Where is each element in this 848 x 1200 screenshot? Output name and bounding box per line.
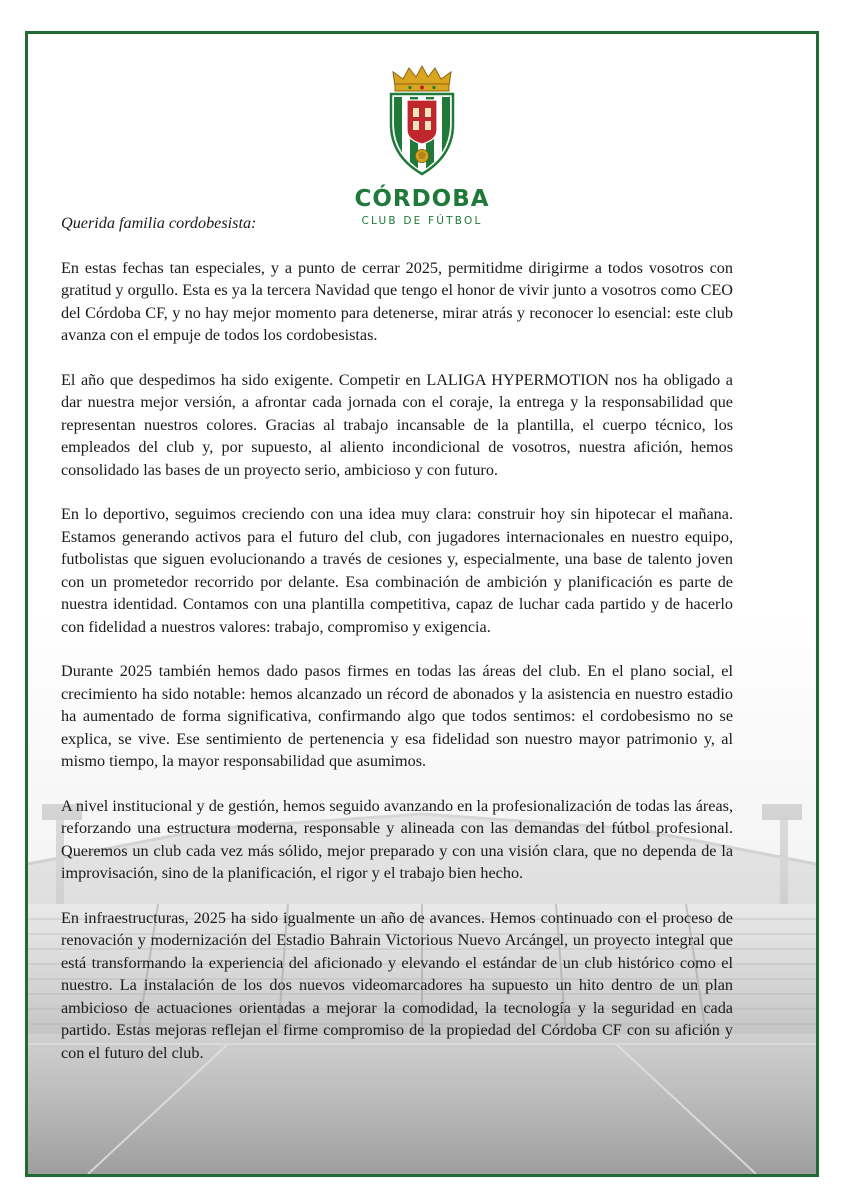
cordoba-cf-crest-icon <box>385 64 459 176</box>
brand-subtitle: CLUB DE FÚTBOL <box>361 215 483 227</box>
letter-body <box>61 212 733 1086</box>
letter-paragraph: Durante 2025 también hemos dado pasos firmes en todas las áreas del club. En el plano social, el crecimiento ha sido notable: hemos alcanzado un récord de abonados y la asistencia en nuestro estadio ha aumentado de forma significativa, confirmando algo que todos sentimos: el cordobesismo no se explica, se vive. Ese sentimiento de pertenencia y esa fidelidad son nuestro mayor patrimonio y, al mismo tiempo, la mayor responsabilidad que asumimos. <box>61 662 733 770</box>
letter-greeting: Querida familia cordobesista: <box>61 214 257 232</box>
letter-paragraph: El año que despedimos ha sido exigente. Competir en LALIGA HYPERMOTION nos ha obligado a dar nuestra mejor versión, a afrontar cada jornada con el coraje, la entrega y la responsabilidad que representan nuestros colores. Gracias al trabajo incansable de la plantilla, el cuerpo técnico, los empleados del club y, por supuesto, al aliento incondicional de vosotros, nuestra afición, hemos consolidado las bases de un proyecto serio, ambicioso y con futuro. <box>61 370 733 479</box>
letter-paragraph: En lo deportivo, seguimos creciendo con una idea muy clara: construir hoy sin hipotecar el mañana. Estamos generando activos para el futuro del club, con jugadores internacionales en nuestro equipo, futbolistas que siguen evolucionando a través de cesiones y, especialmente, una base de talento joven con un prometedor recorrido por delante. Esa combinación de ambición y planificación es parte de nuestra identidad. Contamos con una plantilla competitiva, capaz de luchar cada partido y de hacerlo con fidelidad a nuestros valores: trabajo, compromiso y exigencia. <box>61 505 733 636</box>
brand-name: CÓRDOBA <box>354 186 490 212</box>
letter-paragraph: En estas fechas tan especiales, y a punto de cerrar 2025, permitidme dirigirme a todos vosotros con gratitud y orgullo. Esta es ya la tercera Navidad que tengo el honor de vivir junto a vosotros como CEO del Córdoba CF, y no hay mejor momento para detenerse, mirar atrás y reconocer lo esencial: este club avanza con el empuje de todos los cordobesistas. <box>61 258 733 344</box>
letter-paragraph: En infraestructuras, 2025 ha sido igualmente un año de avances. Hemos continuado con el proceso de renovación y modernización del Estadio Bahrain Victorious Nuevo Arcángel, un proyecto integral que está transformando la experiencia del aficionado y elevando el estándar de un club histórico como el nuestro. La instalación de los dos nuevos videomarcadores ha supuesto un hito dentro de un plan ambicioso de actuaciones orientadas a mejorar la comodidad, la tecnología y la seguridad en cada partido. Estas mejoras reflejan el firme compromiso de la propiedad del Córdoba CF con su afición y con el futuro del club. <box>61 908 733 1062</box>
club-logo <box>28 64 816 228</box>
letter-paragraph: A nivel institucional y de gestión, hemos seguido avanzando en la profesionalización de todas las áreas, reforzando una estructura moderna, responsable y alineada con las demandas del fútbol profesional. Queremos un club cada vez más sólido, mejor preparado y con una visión clara, que no dependa de la improvisación, sino de la planificación, el rigor y el trabajo bien hecho. <box>61 796 733 882</box>
